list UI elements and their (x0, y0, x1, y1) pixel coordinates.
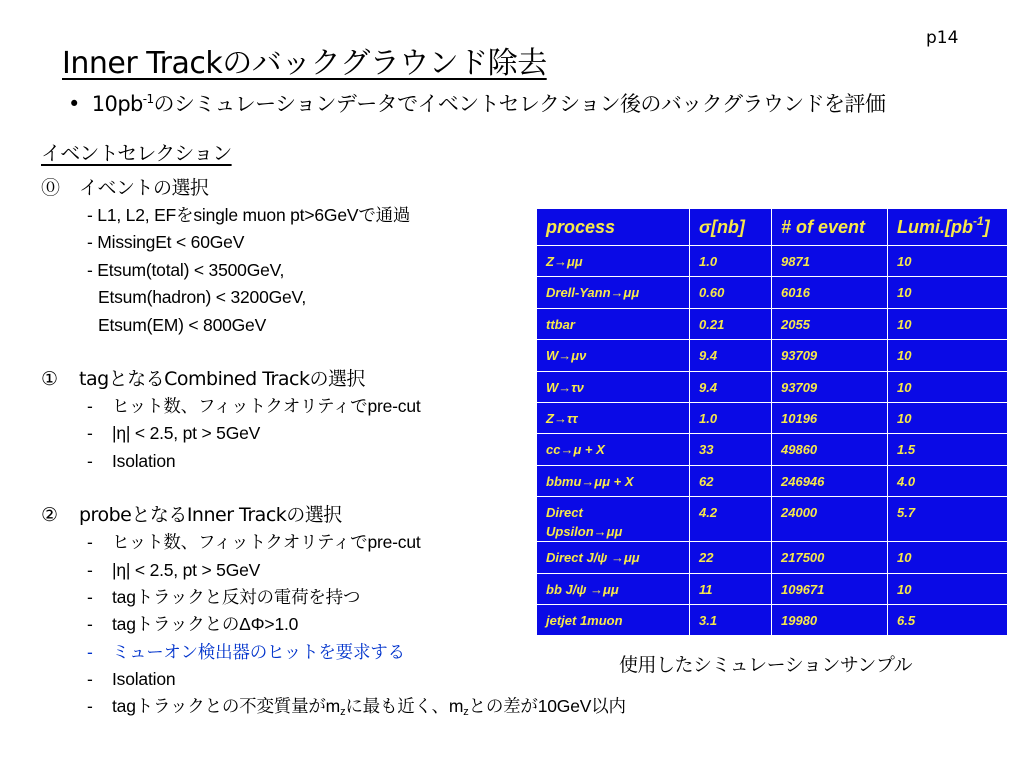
step-2-line: - tagトラックとのΔΦ>1.0 (87, 614, 299, 635)
events-cell: 217500 (772, 542, 888, 573)
events-cell: 24000 (772, 497, 888, 542)
sigma-cell: 0.21 (690, 308, 772, 339)
sigma-cell: 33 (690, 434, 772, 465)
sigma-cell: 9.4 (690, 371, 772, 402)
page-number: p14 (926, 28, 959, 48)
sigma-cell: 0.60 (690, 277, 772, 308)
process-cell: Direct J/ψ →μμ (537, 542, 690, 573)
lumi-cell: 10 (888, 542, 1008, 573)
process-cell: Drell-Yann→μμ (537, 277, 690, 308)
step-2-line: - Isolation (87, 669, 176, 690)
step-0-line: - MissingEt < 60GeV (87, 232, 245, 253)
process-cell: W→τν (537, 371, 690, 402)
table-row (537, 340, 1008, 371)
table-row (537, 542, 1008, 573)
process-cell: bb J/ψ →μμ (537, 573, 690, 604)
events-cell: 49860 (772, 434, 888, 465)
sigma-cell: 9.4 (690, 340, 772, 371)
sigma-cell: 22 (690, 542, 772, 573)
process-cell: Z→ττ (537, 402, 690, 433)
step-2-line-highlight: - ミューオン検出器のヒットを要求する (87, 641, 405, 662)
process-cell: Direct Upsilon→μμ (537, 497, 690, 542)
process-cell: W→μν (537, 340, 690, 371)
process-cell: jetjet 1muon (537, 604, 690, 635)
table-caption: 使用したシミュレーションサンプル (619, 654, 913, 676)
table-header-row (537, 209, 1008, 246)
table-row (537, 246, 1008, 277)
step-0-line: Etsum(EM) < 800GeV (98, 314, 267, 335)
events-cell: 2055 (772, 308, 888, 339)
step-0-number: ⓪ (41, 177, 60, 199)
step-2-line: - ヒット数、フィットクオリティでpre-cut (87, 532, 421, 553)
step-0-line: - Etsum(total) < 3500GeV, (87, 259, 285, 280)
section-heading: イベントセレクション (41, 141, 232, 165)
step-0-heading (41, 174, 541, 202)
lumi-cell: 10 (888, 308, 1008, 339)
lumi-cell: 10 (888, 340, 1008, 371)
sigma-cell: 1.0 (690, 246, 772, 277)
table-row (537, 277, 1008, 308)
step-0-line: Etsum(hadron) < 3200GeV, (98, 287, 307, 308)
step-1-label: tagとなるCombined Trackの選択 (79, 367, 365, 390)
step-2-heading (41, 501, 541, 529)
lumi-cell: 10 (888, 246, 1008, 277)
header-sigma: σ[nb] (690, 209, 772, 246)
step-2-line: - tagトラックと反対の電荷を持つ (87, 586, 361, 607)
table-row (537, 434, 1008, 465)
process-cell: bbmu→μμ + X (537, 465, 690, 496)
lumi-cell: 5.7 (888, 497, 1008, 542)
lumi-cell: 1.5 (888, 434, 1008, 465)
step-2-number: ② (41, 504, 58, 527)
step-1-heading (41, 365, 541, 393)
step-1-line: - Isolation (87, 450, 176, 471)
header-events: # of event (772, 209, 888, 246)
header-process: process (537, 209, 690, 246)
lumi-cell: 4.0 (888, 465, 1008, 496)
lumi-cell: 6.5 (888, 604, 1008, 635)
step-1-line: - ヒット数、フィットクオリティでpre-cut (87, 395, 421, 416)
table-row (537, 308, 1008, 339)
slide-title: Inner Trackのバックグラウンド除去 (62, 46, 547, 81)
summary-bullet (68, 88, 885, 118)
events-cell: 109671 (772, 573, 888, 604)
process-cell: Z→μμ (537, 246, 690, 277)
step-1-number: ① (41, 367, 58, 390)
lumi-cell: 10 (888, 402, 1008, 433)
sigma-cell: 4.2 (690, 497, 772, 542)
lumi-cell: 10 (888, 371, 1008, 402)
table-row (537, 604, 1008, 635)
bullet-dot: • (68, 92, 80, 116)
sigma-cell: 11 (690, 573, 772, 604)
table-row (537, 371, 1008, 402)
simulation-samples-table (536, 208, 1008, 636)
step-0-line: - L1, L2, EFをsingle muon pt>6GeVで通過 (87, 205, 411, 225)
step-0-label: イベントの選択 (79, 177, 209, 199)
events-cell: 246946 (772, 465, 888, 496)
sigma-cell: 62 (690, 465, 772, 496)
sigma-cell: 3.1 (690, 604, 772, 635)
events-cell: 93709 (772, 340, 888, 371)
bullet-sup: -1 (142, 92, 154, 106)
table-row (537, 465, 1008, 496)
process-cell: ttbar (537, 308, 690, 339)
process-cell: cc→μ + X (537, 434, 690, 465)
step-2-label: probeとなるInner Trackの選択 (79, 504, 342, 527)
table-row (537, 402, 1008, 433)
bullet-text-a: 10pb (91, 92, 143, 116)
bullet-text-b: のシミュレーションデータでイベントセレクション後のバックグラウンドを評価 (153, 92, 886, 116)
sigma-cell: 1.0 (690, 402, 772, 433)
header-lumi: $Lumi.[pb^{-1}]$ (888, 209, 1008, 246)
table-row (537, 497, 1008, 542)
step-2-line: - |η| < 2.5, pt > 5GeV (87, 559, 261, 580)
events-cell: 93709 (772, 371, 888, 402)
events-cell: 19980 (772, 604, 888, 635)
lumi-cell: 10 (888, 277, 1008, 308)
step-1-line: - |η| < 2.5, pt > 5GeV (87, 423, 261, 444)
table-row (537, 573, 1008, 604)
events-cell: 10196 (772, 402, 888, 433)
lumi-cell: 10 (888, 573, 1008, 604)
events-cell: 9871 (772, 246, 888, 277)
step-2-line-mass: - tagトラックとの不変質量が$m_z$に最も近く、$m_z$との差が10GeV以内 (87, 696, 626, 719)
events-cell: 6016 (772, 277, 888, 308)
